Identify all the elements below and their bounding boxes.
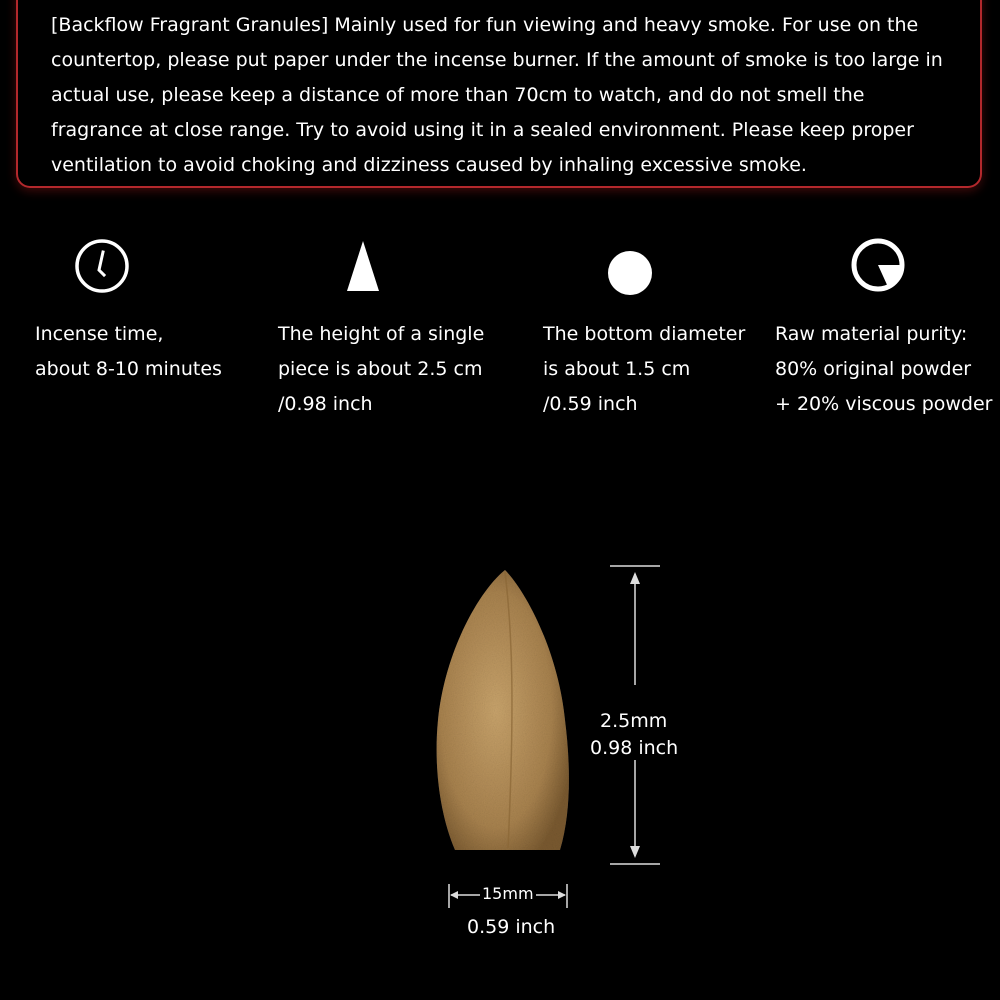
cone-icon xyxy=(345,239,381,293)
incense-cone-photo xyxy=(420,550,580,860)
feature-height: The height of a single piece is about 2.5 cm /0.98 inch xyxy=(278,323,485,415)
feature-purity: Raw material purity: 80% original powder + 20% viscous powder xyxy=(775,323,993,415)
height-inch-label: 0.98 inch xyxy=(590,737,679,759)
feature-diameter: The bottom diameter is about 1.5 cm /0.59 inch xyxy=(543,323,746,415)
feature-incense-time: Incense time, about 8-10 minutes xyxy=(35,323,222,380)
purity-pie-icon xyxy=(849,236,907,294)
clock-icon xyxy=(73,237,131,295)
width-inch-label: 0.59 inch xyxy=(467,916,556,938)
circle-icon xyxy=(607,250,653,296)
height-mm-label: 2.5mm xyxy=(600,710,668,732)
width-mm-label: 15mm xyxy=(482,884,534,903)
intro-text: [Backflow Fragrant Granules] Mainly used for fun viewing and heavy smoke. For use on the countertop, please put paper under the incense burner. If the amount of smoke is too large in actual use, please keep a distance of more than 70cm to watch, and do not smell the fragrance at close range. Try to avoid using it in a sealed environment. Please keep proper ventilation to avoid choking and dizziness caused by inhaling excessive smoke. xyxy=(51,14,943,176)
